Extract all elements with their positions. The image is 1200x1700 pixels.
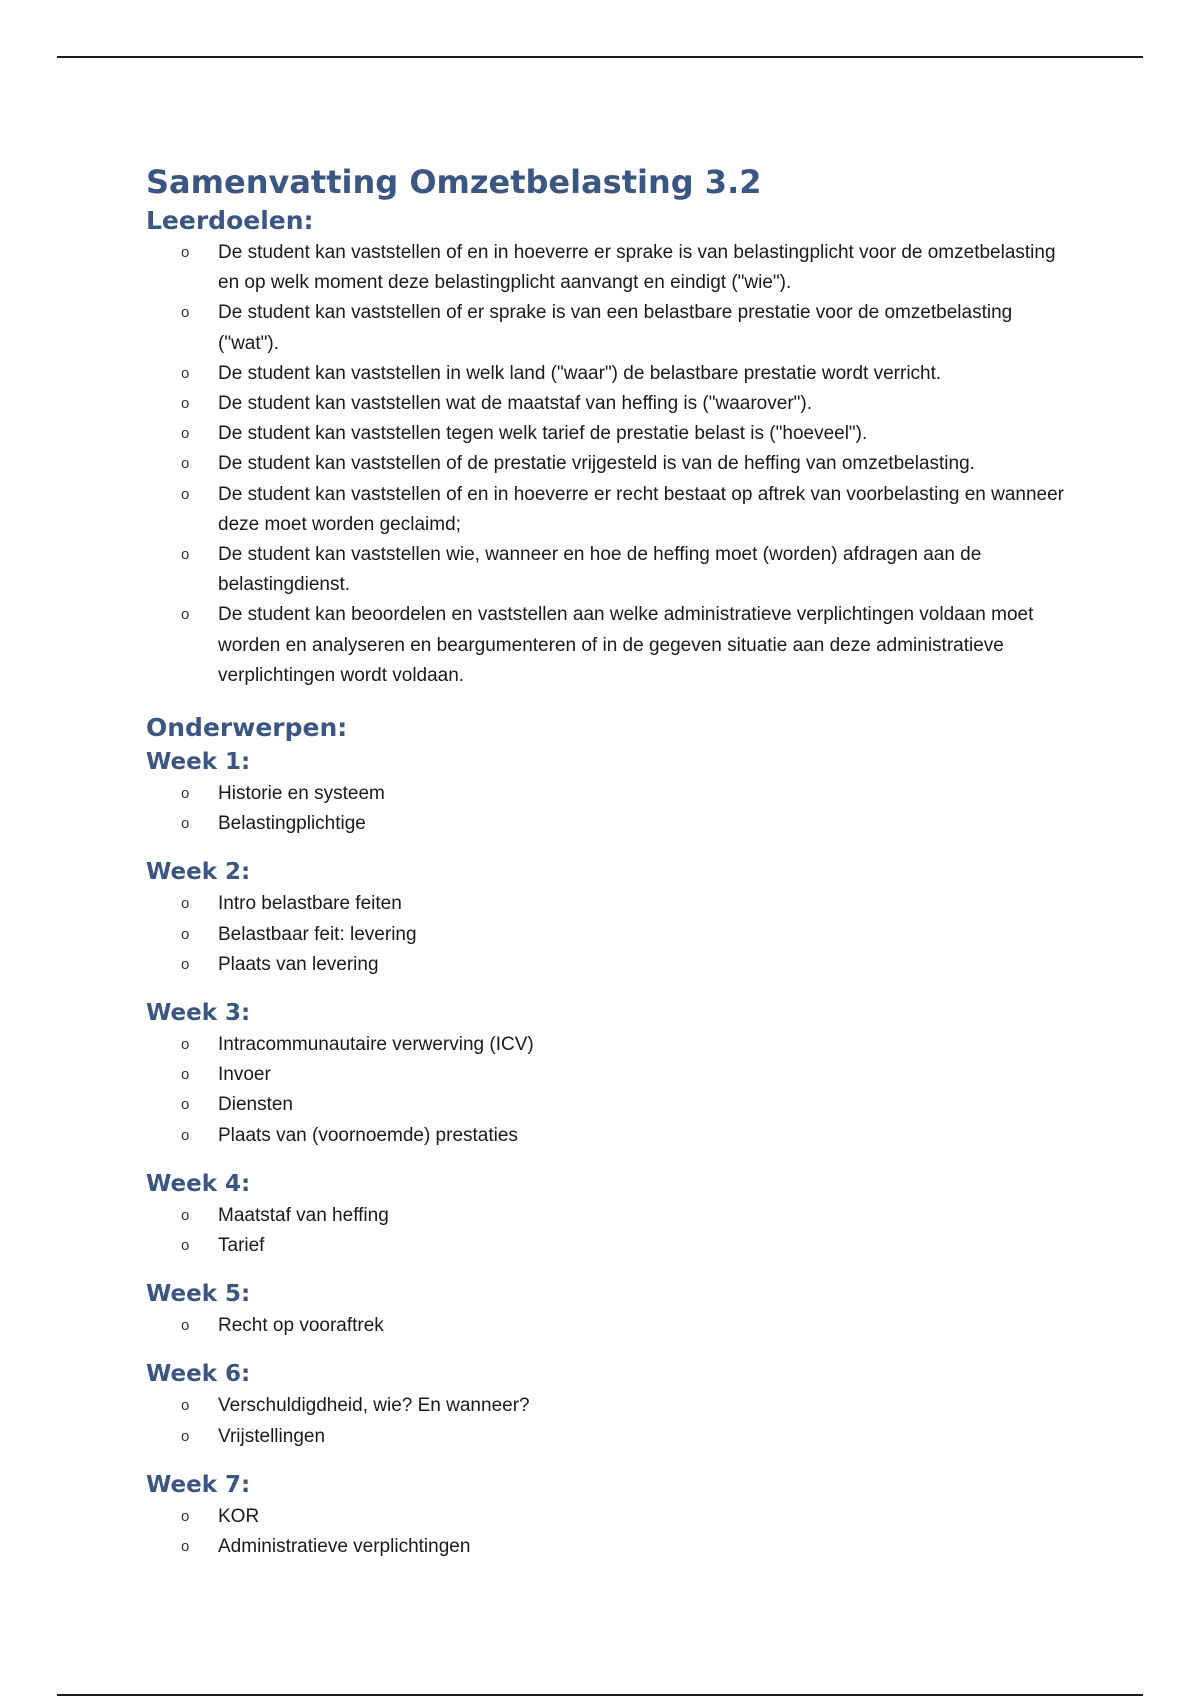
- list-item-text: De student kan vaststellen wat de maatstaf van heffing is ("waarover").: [218, 393, 812, 415]
- week-topic-list: [146, 779, 1066, 839]
- list-item-text: Intro belastbare feiten: [218, 893, 402, 915]
- bullet-icon: o: [181, 1126, 190, 1144]
- list-item-text: Vrijstellingen: [218, 1425, 326, 1447]
- list-item-text: Diensten: [218, 1094, 293, 1116]
- list-item: [146, 809, 1066, 839]
- list-item-text: De student kan vaststellen wie, wanneer en hoe de heffing moet (worden) afdragen aan de belastingdienst.: [218, 544, 982, 596]
- list-item: [146, 449, 1066, 479]
- list-item-text: De student kan vaststellen of en in hoeverre er sprake is van belastingplicht voor de omzetbelasting en op welk moment deze belastingplicht aanvangt en eindigt ("wie").: [218, 242, 1056, 294]
- bullet-icon: o: [181, 785, 190, 803]
- week-heading: Week 3:: [146, 1000, 251, 1027]
- list-item: [146, 1090, 1066, 1120]
- week-topic-list: [146, 1391, 1066, 1451]
- list-item: [146, 1231, 1066, 1261]
- leerdoelen-section: [146, 204, 1066, 691]
- bullet-icon: o: [181, 895, 190, 913]
- week-section: [146, 1167, 1066, 1261]
- bullet-icon: o: [181, 244, 190, 261]
- list-item-text: Administratieve verplichtingen: [218, 1536, 471, 1558]
- list-item: [146, 1391, 1066, 1421]
- week-section: [146, 855, 1066, 980]
- bullet-icon: o: [181, 1096, 190, 1114]
- list-item: [146, 298, 1066, 358]
- bullet-icon: o: [181, 606, 190, 624]
- list-item-text: De student kan vaststellen of en in hoeverre er recht bestaat op aftrek van voorbelasting en wanneer deze moet worden geclaimd;: [218, 483, 1065, 535]
- bullet-icon: o: [181, 925, 190, 943]
- list-item-text: De student kan beoordelen en vaststellen aan welke administratieve verplichtingen voldaan moet worden en analyseren en beargumenteren of in de gegeven situatie aan deze administratieve verplichtingen wordt voldaan.: [218, 604, 1034, 686]
- list-item: [146, 1030, 1066, 1060]
- week-topic-list: [146, 1311, 1066, 1341]
- list-item-text: De student kan vaststellen of er sprake is van een belastbare prestatie voor de omzetbelasting ("wat").: [218, 302, 1013, 354]
- list-item: [146, 419, 1066, 449]
- bullet-icon: o: [181, 815, 190, 833]
- bullet-icon: o: [181, 1538, 190, 1556]
- onderwerpen-heading: Onderwerpen:: [146, 713, 348, 743]
- list-item: [146, 540, 1066, 600]
- bullet-icon: o: [181, 425, 190, 443]
- list-item-text: Belastingplichtige: [218, 813, 366, 835]
- list-item: [146, 1532, 1066, 1562]
- weeks-container: [146, 745, 1066, 1562]
- list-item-text: Belastbaar feit: levering: [218, 923, 417, 945]
- list-item: [146, 889, 1066, 919]
- list-item: [146, 950, 1066, 980]
- bullet-icon: o: [181, 364, 190, 382]
- bullet-icon: o: [181, 955, 190, 973]
- bullet-icon: o: [181, 1066, 190, 1084]
- list-item-text: De student kan vaststellen of de prestatie vrijgesteld is van de heffing van omzetbelasting.: [218, 453, 975, 475]
- list-item: [146, 600, 1066, 691]
- header-rule: [57, 56, 1143, 58]
- bullet-icon: o: [181, 455, 190, 473]
- bullet-icon: o: [181, 1317, 190, 1335]
- week-topic-list: [146, 889, 1066, 980]
- week-heading: Week 2:: [146, 859, 251, 886]
- bullet-icon: o: [181, 1206, 190, 1224]
- leerdoelen-heading: Leerdoelen:: [146, 206, 314, 235]
- week-section: [146, 996, 1066, 1151]
- week-topic-list: [146, 1030, 1066, 1151]
- week-section: [146, 1357, 1066, 1451]
- list-item: [146, 238, 1066, 298]
- list-item: [146, 1121, 1066, 1151]
- list-item-text: Maatstaf van heffing: [218, 1204, 389, 1226]
- week-heading: Week 6:: [146, 1361, 251, 1388]
- onderwerpen-section: [146, 711, 1066, 1562]
- bullet-icon: o: [181, 1507, 190, 1525]
- bullet-icon: o: [181, 304, 190, 322]
- list-item-text: Intracommunautaire verwerving (ICV): [218, 1034, 534, 1056]
- list-item: [146, 1502, 1066, 1532]
- list-item: [146, 1422, 1066, 1452]
- list-item-text: Verschuldigdheid, wie? En wanneer?: [218, 1395, 530, 1417]
- list-item-text: Invoer: [218, 1064, 271, 1086]
- week-heading: Week 5:: [146, 1281, 251, 1308]
- list-item: [146, 779, 1066, 809]
- list-item-text: Tarief: [218, 1235, 265, 1257]
- list-item: [146, 1201, 1066, 1231]
- week-topic-list: [146, 1201, 1066, 1261]
- bullet-icon: o: [181, 1397, 190, 1415]
- bullet-icon: o: [181, 546, 190, 564]
- list-item: [146, 920, 1066, 950]
- document-title: Samenvatting Omzetbelasting 3.2: [146, 163, 762, 201]
- list-item-text: Historie en systeem: [218, 783, 385, 805]
- week-heading: Week 4:: [146, 1170, 251, 1197]
- list-item-text: Plaats van levering: [218, 953, 379, 975]
- bullet-icon: o: [181, 1036, 190, 1054]
- bullet-icon: o: [181, 395, 190, 413]
- bullet-icon: o: [181, 1237, 190, 1255]
- week-heading: Week 7:: [146, 1471, 251, 1498]
- list-item: [146, 1060, 1066, 1090]
- week-topic-list: [146, 1502, 1066, 1562]
- list-item-text: Plaats van (voornoemde) prestaties: [218, 1124, 518, 1146]
- list-item: [146, 389, 1066, 419]
- bullet-icon: o: [181, 485, 190, 503]
- list-item: [146, 1311, 1066, 1341]
- leerdoelen-list: [146, 238, 1066, 691]
- list-item-text: Recht op vooraftrek: [218, 1315, 384, 1337]
- week-section: [146, 1277, 1066, 1341]
- list-item: [146, 480, 1066, 540]
- list-item-text: De student kan vaststellen in welk land ("waar") de belastbare prestatie wordt verricht.: [218, 362, 942, 384]
- list-item-text: De student kan vaststellen tegen welk tarief de prestatie belast is ("hoeveel").: [218, 423, 868, 445]
- footer-rule: [57, 1694, 1143, 1696]
- document-body: [146, 160, 1066, 1562]
- list-item: [146, 359, 1066, 389]
- week-section: [146, 1468, 1066, 1562]
- bullet-icon: o: [181, 1427, 190, 1445]
- week-heading: Week 1:: [146, 749, 251, 776]
- list-item-text: KOR: [218, 1505, 260, 1527]
- week-section: [146, 745, 1066, 839]
